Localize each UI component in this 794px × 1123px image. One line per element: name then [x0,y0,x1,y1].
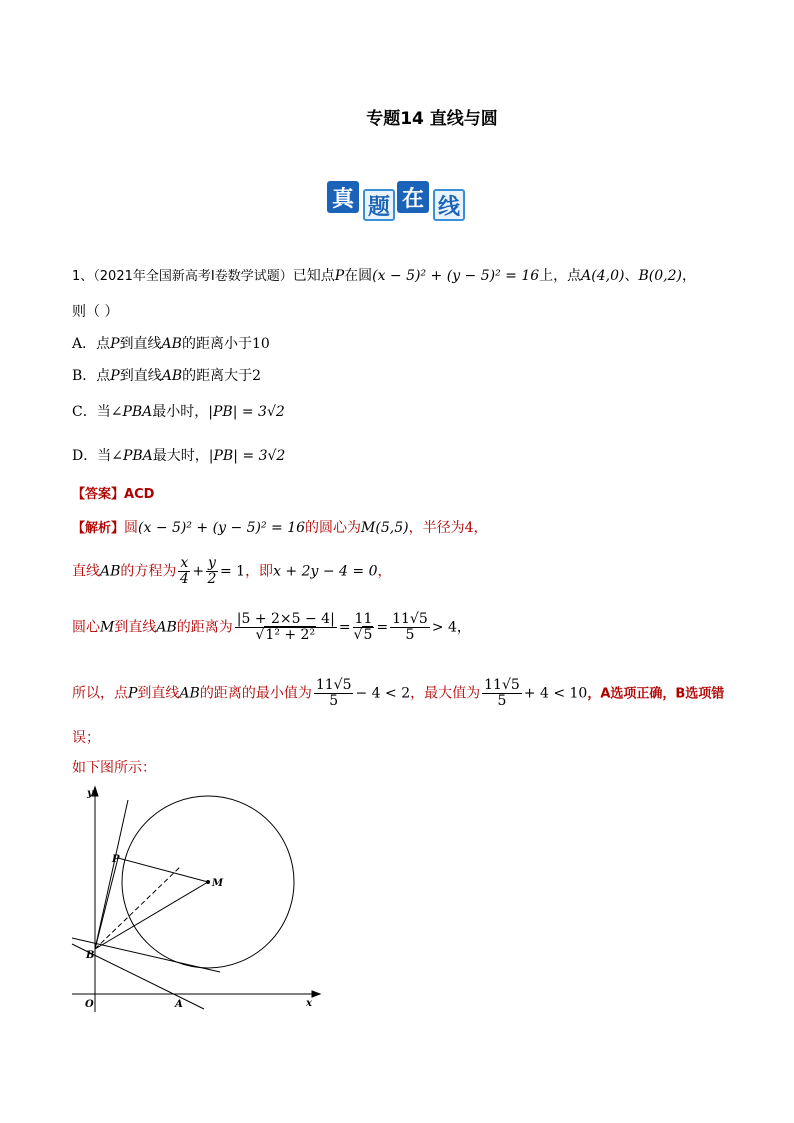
label-b: B [86,950,95,961]
label-p: P [112,854,120,865]
fraction-11root5-over-5: $\frac{11√5}{5}$ [392,611,428,643]
banner-char-1: 真 [327,181,359,213]
fraction-min: $\frac{11√5}{5}$ [315,677,352,709]
point-m [206,880,210,884]
y-axis-arrow [92,787,98,796]
segment-pm [118,858,208,882]
analysis-line-5: 误； [72,730,100,746]
x-axis-arrow [312,991,320,997]
label-a: A [175,999,183,1010]
dashed-line-bm [95,867,180,949]
banner-char-3: 在 [397,181,429,213]
label-o: O [85,999,94,1010]
tangent-line-upper [95,800,128,949]
label-m: M [212,878,224,889]
option-b[interactable]: B．点P到直线AB的距离大于2 [72,368,262,384]
fraction-distance: $\frac{|5 + 2\times 5 - 4|}{\text{√1² + 2²}}$ [236,611,335,643]
analysis-line-1: 【解析】圆(x − 5)² + (y − 5)² = 16的圆心为M(5,5)，半径为4， [72,520,488,536]
segment-pb [95,858,118,949]
question-stem: 1、（2021年全国新高考Ⅰ卷数学试题）已知点P在圆(x − 5)² + (y − 5)² = 16上，点A(4,0)、B(0,2)， [72,268,696,284]
option-d[interactable]: D．当∠PBA最大时，|PB| = 3√2 [72,448,286,464]
fraction-max: $\frac{11√5}{5}$ [484,677,520,709]
segment-bm [95,882,208,949]
question-then: 则（ ） [72,304,119,320]
option-a[interactable]: A．点P到直线AB的距离小于10 [72,336,270,352]
answer-line: 【答案】ACD [72,487,155,502]
label-y: y [87,788,93,799]
fraction-11-over-root5: $\frac{11}{√5}$ [353,611,373,643]
option-c[interactable]: C．当∠PBA最小时，|PB| = 3√2 [72,404,285,420]
analysis-line-2: 直线AB的方程为 $\frac{x}{4}$ + $\frac{y}{2}$ = 1，即x + 2y − 4 = 0， [72,555,392,587]
page-title: 专题14 直线与圆 [366,109,498,129]
analysis-line-6: 如下图所示： [72,760,156,776]
fraction-y-over-2: $\frac{y}{2}$ [207,555,217,587]
analysis-line-3: 圆心M到直线AB的距离为 $\frac{|5 + 2\times 5 - 4|}{\text{√1² + 2²}}$ = $\frac{11}{√5}$ = $\frac{11√5}{5}$ > 4， [72,611,471,643]
banner-char-4: 线 [433,189,465,221]
banner-zhenti-zaixian [327,177,467,221]
banner-char-2: 题 [363,189,395,221]
fraction-x-over-4: $\frac{x}{4}$ [179,555,189,587]
analysis-line-4: 所以，点P到直线AB的距离的最小值为 $\frac{11√5}{5}$ − 4 < 2，最大值为 $\frac{11√5}{5}$ + 4 < 10，A选项正确，B选项错 [72,677,725,709]
label-x: x [306,998,312,1009]
geometry-figure [68,782,328,1014]
